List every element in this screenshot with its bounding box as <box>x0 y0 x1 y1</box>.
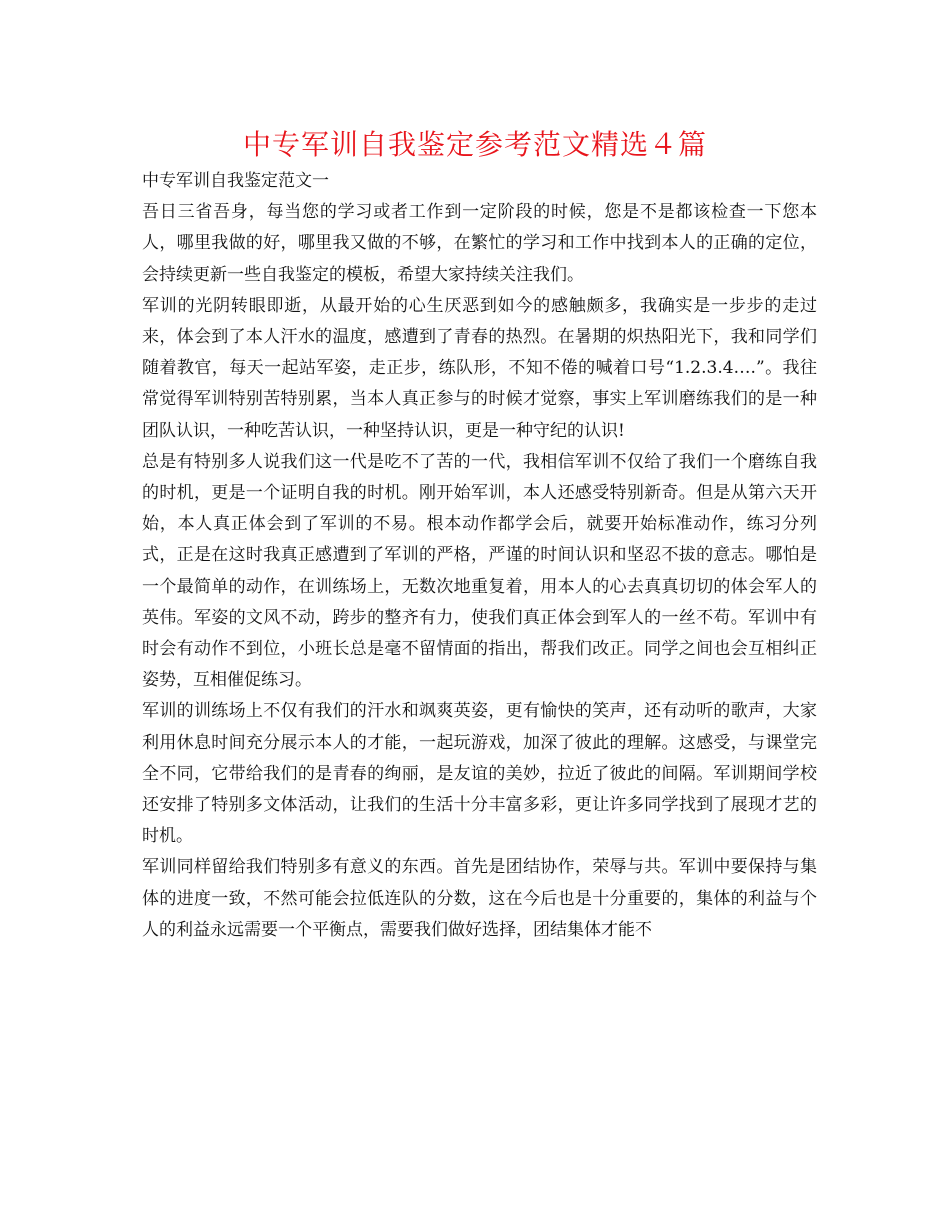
paragraph: 军训同样留给我们特别多有意义的东西。首先是团结协作，荣辱与共。军训中要保持与集体的进度一致，不然可能会拉低连队的分数，这在今后也是十分重要的，集体的利益与个人的利益永远需要一个平衡点，需要我们做好选择，团结集体才能不 <box>142 857 817 940</box>
document-title: 中专军训自我鉴定参考范文精选４篇 <box>242 128 707 161</box>
paragraph: 军训的训练场上不仅有我们的汗水和飒爽英姿，更有愉快的笑声，还有动听的歌声，大家利用休息时间充分展示本人的才能，一起玩游戏，加深了彼此的理解。这感受，与课堂完全不同，它带给我们的是青春的绚丽，是友谊的美妙，拉近了彼此的间隔。军训期间学校还安排了特别多文体活动，让我们的生活十分丰富多彩，更让许多同学找到了展现才艺的时机。 <box>142 701 817 847</box>
section-heading: 中专军训自我鉴定范文一 <box>142 171 329 191</box>
paragraph: 吾日三省吾身，每当您的学习或者工作到一定阶段的时候，您是不是都该检查一下您本人，哪里我做的好，哪里我又做的不够，在繁忙的学习和工作中找到本人的正确的定位，会持续更新一些自我鉴定的模板，希望大家持续关注我们。 <box>142 202 817 285</box>
paragraph: 总是有特别多人说我们这一代是吃不了苦的一代，我相信军训不仅给了我们一个磨练自我的时机，更是一个证明自我的时机。刚开始军训，本人还感受特别新奇。但是从第六天开始，本人真正体会到了军训的不易。根本动作都学会后，就要开始标准动作，练习分列式，正是在这时我真正感遭到了军训的严格，严谨的时间认识和坚忍不拔的意志。哪怕是一个最简单的动作，在训练场上，无数次地重复着，用本人的心去真真切切的体会军人的英伟。军姿的文风不动，跨步的整齐有力，使我们真正体会到军人的一丝不苟。军训中有时会有动作不到位，小班长总是毫不留情面的指出，帮我们改正。同学之间也会互相纠正姿势，互相催促练习。 <box>142 451 817 691</box>
paragraph: 军训的光阴转眼即逝，从最开始的心生厌恶到如今的感触颇多，我确实是一步步的走过来，体会到了本人汗水的温度，感遭到了青春的热烈。在暑期的炽热阳光下，我和同学们随着教官，每天一起站军姿，走正步，练队形，不知不倦的喊着口号“1.2.3.4….”。我往常觉得军训特别苦特别累，当本人真正参与的时候才觉察，事实上军训磨练我们的是一种团队认识，一种吃苦认识，一种坚持认识，更是一种守纪的认识! <box>142 295 817 441</box>
document-body <box>142 166 817 946</box>
